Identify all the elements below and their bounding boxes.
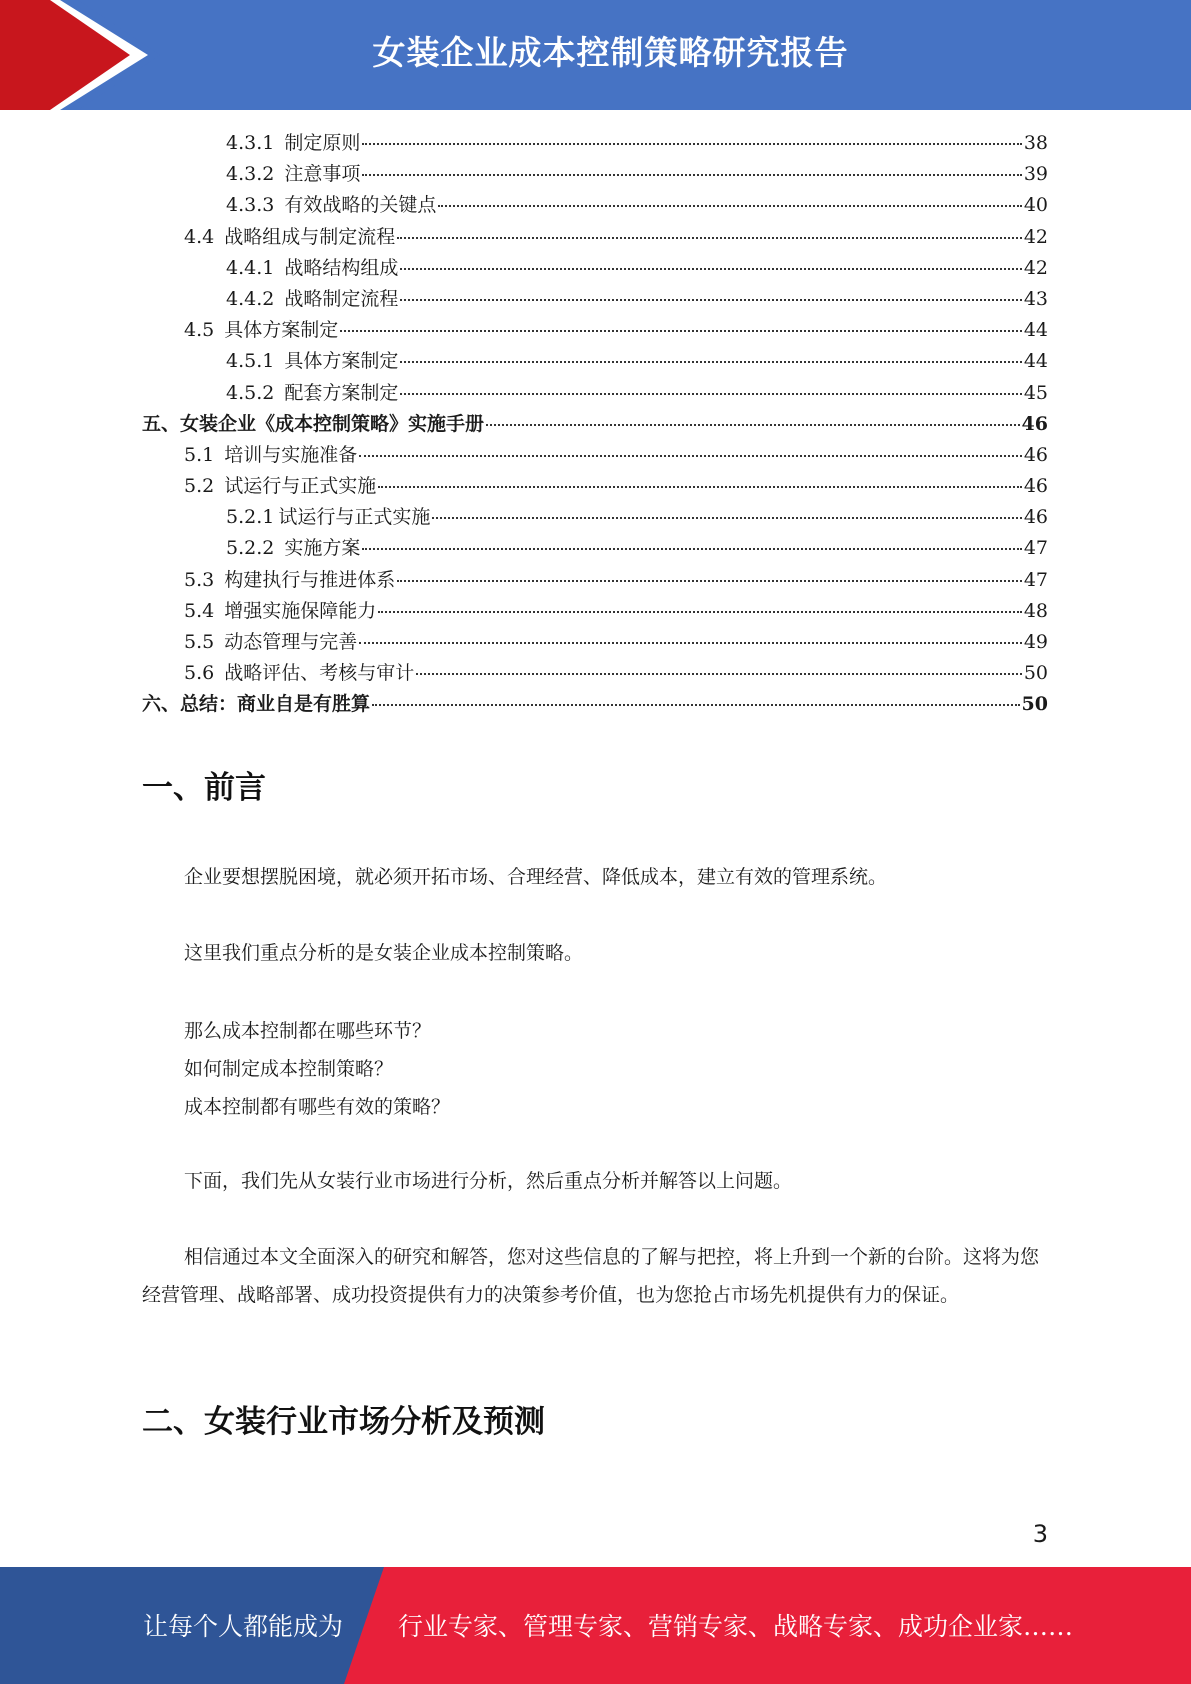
toc-entry-number: 4.4 (184, 225, 215, 248)
toc-leader-dots (438, 205, 1021, 207)
toc-entry-page: 44 (1023, 350, 1048, 373)
page-header (0, 0, 1191, 110)
toc-leader-dots (486, 424, 1020, 426)
toc-entry-title: 具体方案制定 (284, 350, 399, 373)
toc-leader-dots (400, 393, 1021, 395)
toc-entry-number: 4.5 (184, 319, 215, 342)
toc-leader-dots (372, 704, 1020, 706)
table-of-contents (142, 128, 1048, 721)
toc-entry-number: 5.6 (184, 662, 215, 685)
toc-entry-title: 注意事项 (284, 163, 361, 186)
toc-entry-title: 六、总结：商业自是有胜算 (142, 693, 371, 716)
toc-leader-dots (432, 517, 1021, 519)
toc-entry-page: 46 (1023, 506, 1048, 529)
page-footer (0, 1567, 1191, 1684)
toc-entry[interactable] (142, 378, 1048, 409)
toc-entry[interactable] (142, 471, 1048, 502)
toc-entry[interactable] (142, 315, 1048, 346)
toc-entry[interactable] (142, 190, 1048, 221)
footer-slogan-right: 行业专家、管理专家、营销专家、战略专家、成功企业家…… (398, 1612, 1074, 1641)
toc-entry-number: 5.2.2 (226, 537, 275, 560)
toc-entry-title: 五、女装企业《成本控制策略》实施手册 (142, 412, 485, 435)
toc-entry[interactable] (142, 533, 1048, 564)
toc-entry-number: 5.2 (184, 475, 215, 498)
toc-leader-dots (378, 486, 1022, 488)
toc-entry-title: 战略制定流程 (284, 287, 399, 310)
toc-entry-title: 制定原则 (284, 132, 361, 154)
toc-entry-title: 试运行与正式实施 (224, 475, 377, 498)
toc-entry[interactable] (142, 253, 1048, 284)
toc-entry-page: 46 (1023, 475, 1048, 498)
toc-entry-title: 具体方案制定 (224, 319, 339, 342)
toc-entry-title: 战略结构组成 (284, 256, 399, 279)
question-line: 那么成本控制都在哪些环节？ (184, 1020, 432, 1042)
toc-leader-dots (397, 580, 1022, 582)
toc-entry[interactable] (142, 658, 1048, 689)
toc-entry-page: 43 (1023, 287, 1048, 310)
toc-entry-number: 5.2.1 (226, 506, 275, 529)
toc-entry-number: 4.3.1 (226, 132, 275, 154)
toc-entry-title: 实施方案 (284, 537, 361, 560)
report-title: 女装企业成本控制策略研究报告 (372, 33, 849, 72)
toc-entry-title: 动态管理与完善 (224, 631, 358, 653)
toc-entry-number: 4.3.3 (226, 194, 275, 217)
page-number: 3 (1032, 1520, 1048, 1548)
toc-entry-page: 45 (1023, 381, 1048, 404)
toc-entry-page: 48 (1023, 599, 1048, 622)
toc-entry[interactable] (142, 565, 1048, 596)
toc-entry[interactable] (142, 159, 1048, 190)
toc-entry-title: 培训与实施准备 (224, 443, 358, 466)
toc-entry-number: 4.4.2 (226, 287, 275, 310)
toc-entry-title: 战略评估、考核与审计 (224, 662, 415, 685)
toc-entry-title: 战略组成与制定流程 (224, 225, 396, 248)
toc-entry-page: 44 (1023, 319, 1048, 342)
section-heading-market-analysis: 二、女装行业市场分析及预测 (142, 1404, 545, 1440)
toc-leader-dots (359, 642, 1022, 644)
toc-entry-page: 40 (1023, 194, 1048, 217)
toc-entry-number: 5.5 (184, 631, 215, 653)
toc-entry-title: 试运行与正式实施 (278, 506, 431, 529)
toc-entry-page: 50 (1023, 662, 1048, 685)
footer-slogan-left: 让每个人都能成为 (143, 1612, 344, 1641)
toc-entry-number: 5.4 (184, 599, 215, 622)
question-line: 成本控制都有哪些有效的策略？ (184, 1096, 451, 1118)
toc-leader-dots (397, 237, 1022, 239)
toc-entry-number: 4.5.1 (226, 350, 275, 373)
toc-leader-dots (378, 611, 1022, 613)
toc-entry[interactable] (142, 440, 1048, 471)
toc-leader-dots (362, 174, 1021, 176)
toc-entry-page: 42 (1023, 256, 1048, 279)
toc-entry-number: 4.4.1 (226, 256, 275, 279)
toc-leader-dots (362, 143, 1021, 145)
toc-entry-page: 46 (1023, 443, 1048, 466)
toc-entry[interactable] (142, 222, 1048, 253)
toc-entry-page: 49 (1023, 631, 1048, 653)
toc-entry-title: 构建执行与推进体系 (224, 568, 396, 591)
toc-leader-dots (340, 330, 1022, 332)
toc-entry-number: 5.1 (184, 443, 215, 466)
toc-leader-dots (400, 299, 1021, 301)
toc-entry-page: 39 (1023, 163, 1048, 186)
toc-entry[interactable] (142, 346, 1048, 377)
toc-entry-title: 增强实施保障能力 (224, 599, 377, 622)
paragraph: 这里我们重点分析的是女装企业成本控制策略。 (184, 942, 584, 964)
toc-leader-dots (362, 548, 1021, 550)
paragraph: 相信通过本文全面深入的研究和解答，您对这些信息的了解与把控，将上升到一个新的台阶。这将为您经营管理、战略部署、成功投资提供有力的决策参考价值，也为您抢占市场先机提供有力的保证。 (142, 1246, 1040, 1306)
toc-entry[interactable] (142, 689, 1048, 720)
toc-entry-page: 46 (1021, 412, 1048, 435)
question-line: 如何制定成本控制策略？ (184, 1058, 394, 1080)
toc-leader-dots (400, 361, 1021, 363)
toc-entry-title: 有效战略的关键点 (284, 194, 437, 217)
toc-entry-page: 50 (1021, 693, 1048, 716)
paragraph: 下面，我们先从女装行业市场进行分析，然后重点分析并解答以上问题。 (184, 1170, 793, 1192)
toc-entry-page: 47 (1023, 537, 1048, 560)
toc-leader-dots (359, 455, 1022, 457)
toc-entry-page: 42 (1023, 225, 1048, 248)
toc-entry-title: 配套方案制定 (284, 381, 399, 404)
toc-entry[interactable] (142, 596, 1048, 627)
paragraph: 企业要想摆脱困境，就必须开拓市场、合理经营、降低成本，建立有效的管理系统。 (184, 866, 888, 888)
toc-leader-dots (400, 268, 1021, 270)
toc-entry-number: 4.3.2 (226, 163, 275, 186)
toc-leader-dots (416, 673, 1022, 675)
toc-entry-number: 5.3 (184, 568, 215, 591)
toc-entry[interactable] (142, 409, 1048, 440)
section-heading-preface: 一、前言 (142, 770, 266, 806)
toc-entry[interactable] (142, 502, 1048, 533)
toc-entry-number: 4.5.2 (226, 381, 275, 404)
toc-entry-page: 47 (1023, 568, 1048, 591)
toc-entry-page: 38 (1023, 132, 1048, 154)
toc-entry[interactable] (142, 284, 1048, 315)
toc-entry[interactable] (142, 627, 1048, 658)
toc-entry[interactable] (142, 128, 1048, 159)
